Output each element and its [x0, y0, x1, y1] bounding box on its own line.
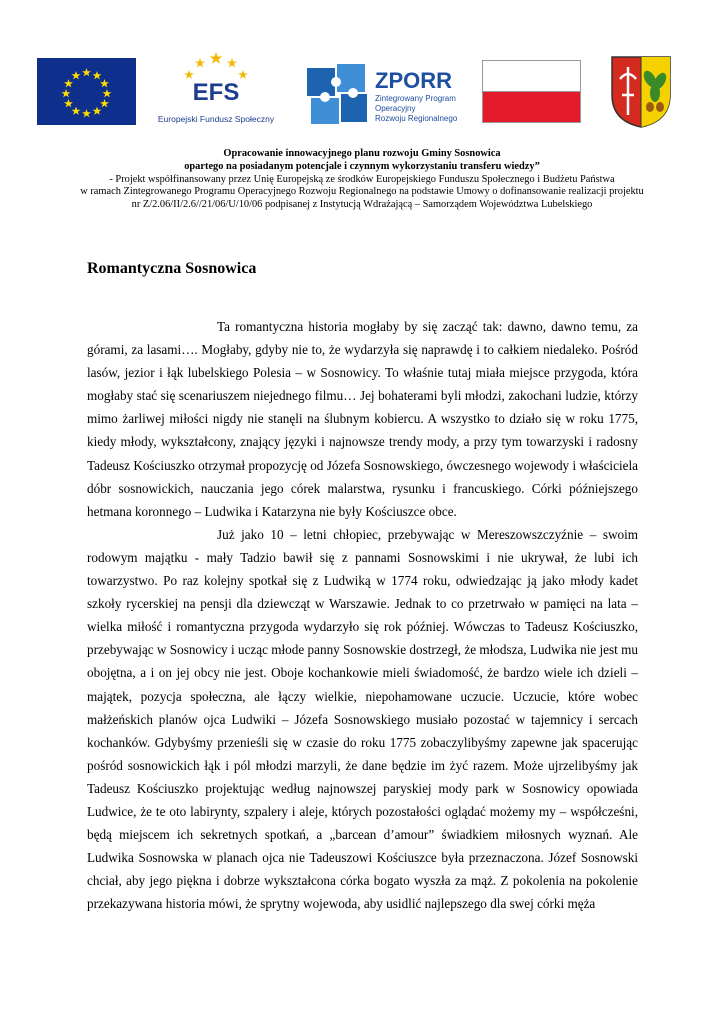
header-line-4: w ramach Zintegrowanego Programu Operacyjnego Rozwoju Regionalnego na podstawie Umowy o dofinansowanie realizacji projektu	[80, 186, 644, 198]
document-body	[87, 315, 638, 915]
efs-emblem-icon	[156, 50, 276, 134]
svg-text:EFS: EFS	[192, 79, 240, 106]
header-line-3: - Projekt współfinansowany przez Unię Europejską ze środków Europejskiego Funduszu Społecznego i Budżetu Państwa	[109, 173, 615, 185]
logo-bar	[0, 50, 724, 140]
svg-text:Zintegrowany Program: Zintegrowany Program	[375, 94, 456, 103]
svg-text:Rozwoju Regionalnego: Rozwoju Regionalnego	[375, 114, 458, 123]
svg-text:ZPORR: ZPORR	[375, 68, 452, 93]
eu-flag-icon	[37, 58, 136, 125]
svg-text:Operacyjny: Operacyjny	[375, 104, 416, 113]
svg-text:Europejski Fundusz Społeczny: Europejski Fundusz Społeczny	[157, 114, 275, 124]
zporr-puzzle-icon	[305, 58, 465, 128]
document-title: Romantyczna Sosnowica	[87, 260, 257, 277]
poland-flag-icon	[482, 60, 581, 123]
project-header	[40, 148, 684, 212]
zporr-logo	[305, 58, 465, 128]
header-line-2: opartego na posiadanym potencjale i czynnym wykorzystaniu transferu wiedzy”	[184, 160, 540, 172]
efs-logo	[156, 50, 276, 134]
paragraph: Już jako 10 – letni chłopiec, przebywając w Mereszowszczyźnie – swoim rodowym majątku - mały Tadzio bawił się z pannami Sosnowskimi i nie ukrywał, że lubi ich towarzystwo. Po raz kolejny spotkał się z Ludwiką w 1774 roku, odwiedzając ją jako młody kadet szkoły rycerskiej na pensji dla dziewcząt w Warszawie. Jednak to co przetrwało w pamięci na lata – wielka miłość i romantyczna przygoda wydarzyło się rok później. Wówczas to Tadeusz Kościuszko, przebywając w Sosnowicy i ucząc młode panny Sosnowskie dostrzegł, że młodsza, Ludwika nie jest mu obojętna, a i on jej obcy nie jest. Oboje kochankowie mieli świadomość, że bardzo wiele ich dzieli – majątek, pozycja społeczna, ale łączy wielkie, niepohamowane uczucie. Uczucie, które wobec małżeńskich planów ojca Ludwiki – Józefa Sosnowskiego musiało pozostać w tajemnicy i sercach kochanków. Gdybyśmy przenieśli się w czasie do roku 1775 zobaczylibyśmy zapewne jak spacerując pośród sosnowickich łąk i pól młodzi marzyli, że dane będzie im żyć razem. Może ujrzelibyśmy jak Tadeusz Kościuszko projektując według najnowszej paryskiej mody park w Sosnowicy opowiada Ludwice, że te oto labirynty, szpalery i aleje, których pozostałości oglądać możemy my – współcześni, będą miejscem ich sekretnych spotkań, a „barcean d’amour” świadkiem miłosnych wyznań. Ale Ludwika Sosnowska w planach ojca nie Tadeuszowi Kościuszce była przeznaczona. Józef Sosnowski chciał, aby jego piękna i dobrze wykształcona córka bogato wyszła za mąż. Z pokolenia na pokolenie przekazywana historia mówi, że sprytny wojewoda, aby usidlić najlepszego dla swej córki męża	[87, 526, 638, 912]
paragraph: Ta romantyczna historia mogłaby by się zacząć tak: dawno, dawno temu, za górami, za lasami…. Mogłaby, gdyby nie to, że wydarzyła się naprawdę i to całkiem niedaleko. Pośród lasów, jezior i łąk lubelskiego Polesia – w Sosnowicy. To właśnie tutaj miała miejsce przygoda, która mogłaby stać się scenariuszem niejednego filmu… Jej bohaterami byli młodzi, zakochani ludzie, którzy mimo żarliwej miłości nigdy nie stanęli na ślubnym kobiercu. A wszystko to działo się w roku 1775, kiedy młody, wykształcony, znający języki i najnowsze trendy mody, a przy tym towarzyski i radosny Tadeusz Kościuszko otrzymał propozycję od Józefa Sosnowskiego, ówczesnego wojewody i właściciela dóbr sosnowickich, nauczania jego córek malarstwa, rysunku i francuskiego. Córki późniejszego hetmana koronnego – Ludwika i Katarzyna nie były Kościuszce obce.	[87, 319, 638, 519]
header-line-5: nr Z/2.06/II/2.6//21/06/U/10/06 podpisanej z Instytucją Wdrażającą – Samorządem Województwa Lubelskiego	[131, 199, 593, 211]
header-line-1: Opracowanie innowacyjnego planu rozwoju Gminy Sosnowica	[223, 148, 501, 159]
coat-of-arms-icon	[610, 55, 672, 129]
